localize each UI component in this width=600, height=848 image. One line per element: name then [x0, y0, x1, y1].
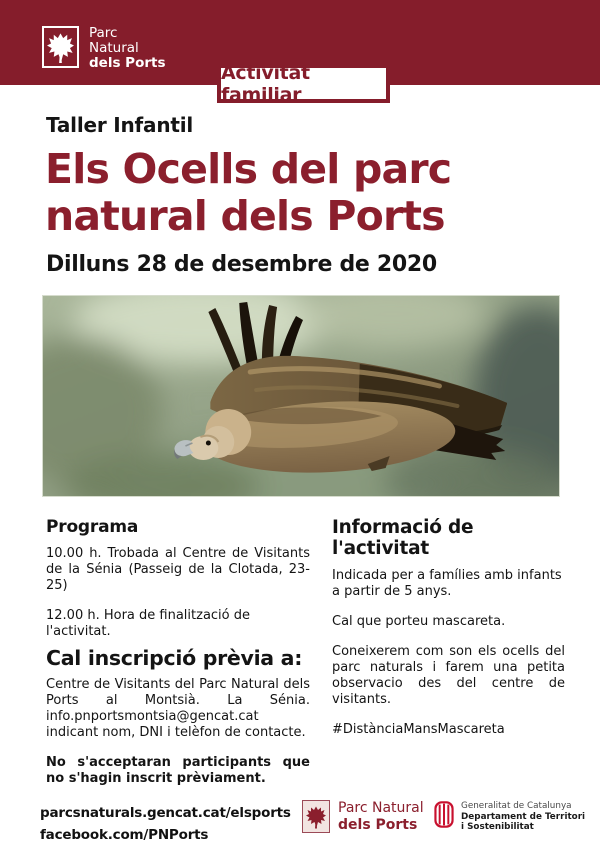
program-heading: Programa — [46, 517, 139, 537]
hashtag: #DistànciaMansMascareta — [332, 722, 505, 737]
footer-logo-line1: Parc Natural — [338, 800, 424, 816]
vulture-photo — [42, 295, 560, 497]
generalitat-logo — [434, 801, 585, 833]
poster-title-line2: natural dels Ports — [45, 192, 445, 240]
info-paragraph-1: Indicada per a famílies amb infants a partir de 5 anys. — [332, 568, 562, 599]
inscription-section — [46, 646, 310, 787]
info-paragraph-3: Coneixerem com son els ocells del parc naturals i farem una petita observacio des del centre de visitants. — [332, 644, 565, 707]
parc-natural-logo-footer — [302, 800, 424, 834]
inscription-heading: Cal inscripció prèvia a: — [46, 646, 303, 670]
logo-line-3: dels Ports — [89, 55, 166, 71]
badge-label: Activitat familiar — [221, 61, 310, 106]
info-heading: Informació de l'activitat — [332, 517, 474, 559]
poster-title — [45, 146, 451, 240]
event-date: Dilluns 28 de desembre de 2020 — [46, 252, 437, 277]
leaf-icon — [302, 800, 330, 833]
senyera-shield-icon — [434, 801, 454, 832]
inscription-address: Centre de Visitants del Parc Natural dels Ports al Montsià. La Sénia. — [46, 677, 310, 708]
workshop-kicker: Taller Infantil — [46, 113, 194, 137]
info-paragraph-2: Cal que porteu mascareta. — [332, 614, 506, 629]
facebook-link[interactable]: facebook.com/PNPorts — [40, 827, 209, 843]
leaf-icon — [42, 26, 79, 68]
footer-logo-text — [338, 800, 424, 834]
generalitat-text — [461, 801, 585, 833]
logo-text — [89, 26, 166, 71]
footer-logo-line2: dels Ports — [338, 817, 418, 833]
program-item-2: 12.00 h. Hora de finalització de l'activitat. — [46, 608, 251, 639]
inscription-instructions: indicant nom, DNI i telèfon de contacte. — [46, 725, 306, 740]
poster-title-line1: Els Ocells del parc — [45, 145, 452, 193]
footer-links — [40, 802, 291, 846]
website-link[interactable]: parcsnaturals.gencat.cat/elsports — [40, 805, 291, 821]
email-address[interactable]: info.pnportsmontsia@gencat.cat — [46, 709, 259, 724]
program-section — [46, 517, 310, 640]
activity-type-badge — [217, 61, 390, 106]
parc-natural-logo-header — [42, 26, 166, 71]
inscription-contact — [46, 677, 310, 741]
logo-line-1: Parc — [89, 25, 118, 41]
logo-line-2: Natural — [89, 40, 139, 56]
generalitat-line1: Generalitat de Catalunya — [461, 801, 572, 811]
info-section — [332, 517, 565, 738]
generalitat-line2: Departament de Territori — [461, 811, 586, 822]
program-item-1: 10.00 h. Trobada al Centre de Visitants de la Sénia (Passeig de la Clotada, 23-25) — [46, 546, 310, 593]
generalitat-line3: i Sostenibilitat — [461, 822, 534, 832]
inscription-warning: No s'acceptaran participants que no s'hagin inscrit prèviament. — [46, 755, 310, 786]
